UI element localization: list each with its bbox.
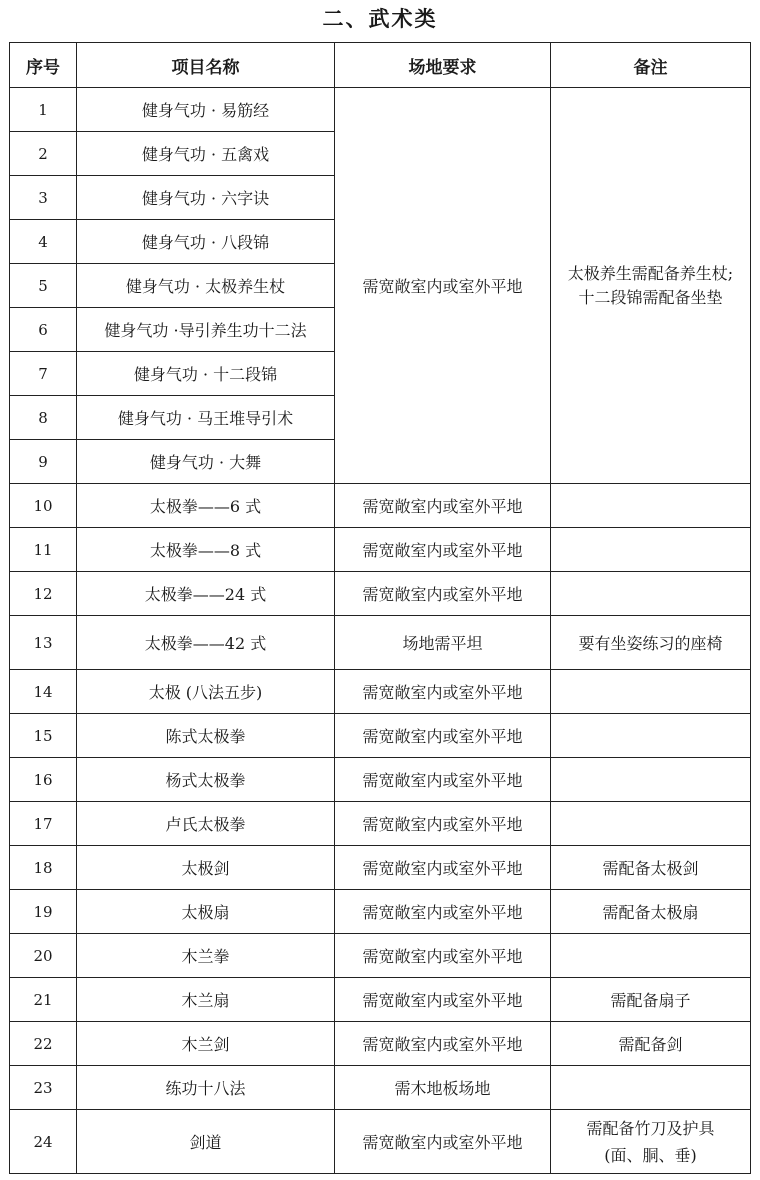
row-note — [551, 1066, 751, 1110]
row-site: 需宽敞室内或室外平地 — [335, 484, 551, 528]
row-name: 木兰扇 — [77, 978, 335, 1022]
row-number: 15 — [10, 714, 77, 758]
table-row — [10, 1022, 751, 1066]
row-name: 剑道 — [77, 1110, 335, 1174]
row-number: 17 — [10, 802, 77, 846]
row-number: 24 — [10, 1110, 77, 1174]
row-name: 健身气功 · 八段锦 — [77, 220, 335, 264]
row-name: 太极拳——8 式 — [77, 528, 335, 572]
header-site: 场地要求 — [335, 43, 551, 88]
table-row — [10, 88, 751, 132]
row-number: 13 — [10, 616, 77, 670]
row-note: 需配备扇子 — [551, 978, 751, 1022]
row-number: 8 — [10, 396, 77, 440]
row-number: 21 — [10, 978, 77, 1022]
row-number: 7 — [10, 352, 77, 396]
row-site: 需宽敞室内或室外平地 — [335, 978, 551, 1022]
table-row — [10, 572, 751, 616]
table-row — [10, 802, 751, 846]
row-number: 2 — [10, 132, 77, 176]
row-number: 23 — [10, 1066, 77, 1110]
row-name: 健身气功 · 五禽戏 — [77, 132, 335, 176]
row-note — [551, 714, 751, 758]
group-note — [551, 88, 751, 484]
row-note-line2: (面、胴、垂) — [604, 1145, 697, 1165]
row-number: 5 — [10, 264, 77, 308]
row-number: 3 — [10, 176, 77, 220]
header-row — [10, 43, 751, 88]
wushu-table — [9, 42, 751, 1174]
row-name: 陈式太极拳 — [77, 714, 335, 758]
row-site: 需宽敞室内或室外平地 — [335, 802, 551, 846]
table-row — [10, 934, 751, 978]
row-name: 健身气功 · 易筋经 — [77, 88, 335, 132]
row-site: 需宽敞室内或室外平地 — [335, 714, 551, 758]
row-note — [551, 572, 751, 616]
group-note-line1: 太极养生需配备养生杖; — [567, 263, 734, 283]
section-title: 二、武术类 — [322, 7, 438, 31]
row-number: 16 — [10, 758, 77, 802]
row-site: 需宽敞室内或室外平地 — [335, 572, 551, 616]
row-site: 需宽敞室内或室外平地 — [335, 1022, 551, 1066]
row-name: 太极拳——24 式 — [77, 572, 335, 616]
row-number: 22 — [10, 1022, 77, 1066]
table-row — [10, 616, 751, 670]
row-site: 需宽敞室内或室外平地 — [335, 758, 551, 802]
row-site: 需宽敞室内或室外平地 — [335, 890, 551, 934]
row-number: 9 — [10, 440, 77, 484]
row-name: 太极拳——6 式 — [77, 484, 335, 528]
row-note — [551, 1110, 751, 1174]
row-site: 需宽敞室内或室外平地 — [335, 934, 551, 978]
row-number: 19 — [10, 890, 77, 934]
row-note: 需配备剑 — [551, 1022, 751, 1066]
row-number: 10 — [10, 484, 77, 528]
row-number: 11 — [10, 528, 77, 572]
header-number: 序号 — [10, 43, 77, 88]
row-name: 太极拳——42 式 — [77, 616, 335, 670]
header-name: 项目名称 — [77, 43, 335, 88]
row-name: 太极 (八法五步) — [77, 670, 335, 714]
row-number: 1 — [10, 88, 77, 132]
row-name: 健身气功 · 六字诀 — [77, 176, 335, 220]
row-name: 健身气功 · 大舞 — [77, 440, 335, 484]
row-name: 健身气功 · 太极养生杖 — [77, 264, 335, 308]
row-number: 4 — [10, 220, 77, 264]
row-name: 木兰剑 — [77, 1022, 335, 1066]
row-name: 健身气功 · 十二段锦 — [77, 352, 335, 396]
row-note — [551, 934, 751, 978]
row-name: 木兰拳 — [77, 934, 335, 978]
table-row — [10, 1110, 751, 1174]
row-note — [551, 528, 751, 572]
row-name: 健身气功 ·导引养生功十二法 — [77, 308, 335, 352]
row-note — [551, 758, 751, 802]
row-note: 需配备太极扇 — [551, 890, 751, 934]
table-row — [10, 1066, 751, 1110]
group-site: 需宽敞室内或室外平地 — [335, 88, 551, 484]
row-number: 12 — [10, 572, 77, 616]
row-number: 14 — [10, 670, 77, 714]
row-note — [551, 802, 751, 846]
row-site: 需宽敞室内或室外平地 — [335, 846, 551, 890]
row-name: 健身气功 · 马王堆导引术 — [77, 396, 335, 440]
group-note-line2: 十二段锦需配备坐垫 — [578, 287, 723, 307]
row-name: 太极扇 — [77, 890, 335, 934]
row-number: 20 — [10, 934, 77, 978]
table-row — [10, 846, 751, 890]
row-site: 需木地板场地 — [335, 1066, 551, 1110]
row-number: 6 — [10, 308, 77, 352]
table-row — [10, 528, 751, 572]
header-note: 备注 — [551, 43, 751, 88]
row-site: 需宽敞室内或室外平地 — [335, 528, 551, 572]
row-note — [551, 484, 751, 528]
row-name: 杨式太极拳 — [77, 758, 335, 802]
table-row — [10, 484, 751, 528]
table-row — [10, 758, 751, 802]
row-name: 练功十八法 — [77, 1066, 335, 1110]
table-row — [10, 670, 751, 714]
row-name: 太极剑 — [77, 846, 335, 890]
table-row — [10, 890, 751, 934]
row-note-line1: 需配备竹刀及护具 — [586, 1118, 715, 1138]
row-number: 18 — [10, 846, 77, 890]
row-note: 需配备太极剑 — [551, 846, 751, 890]
row-site: 需宽敞室内或室外平地 — [335, 1110, 551, 1174]
row-note: 要有坐姿练习的座椅 — [551, 616, 751, 670]
row-name: 卢氏太极拳 — [77, 802, 335, 846]
table-row — [10, 714, 751, 758]
row-site: 场地需平坦 — [335, 616, 551, 670]
row-site: 需宽敞室内或室外平地 — [335, 670, 551, 714]
table-row — [10, 978, 751, 1022]
row-note — [551, 670, 751, 714]
